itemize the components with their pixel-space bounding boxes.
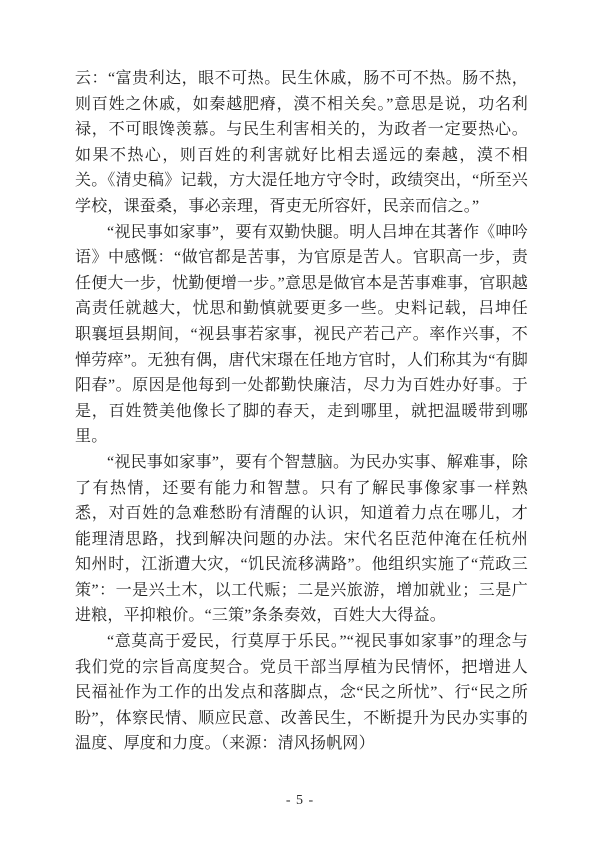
page-number: - 5 -: [285, 793, 315, 808]
paragraph-continuation: 云：“富贵利达，眼不可热。民生休戚，肠不可不热。肠不热，则百姓之休戚，如秦越肥瘠，漠不相关矣。”意思是说，功名利禄，不可眼馋羡慕。与民生利害相关的，为政者一定要热心。如果不热心，则百姓的利害就好比相去遥远的秦越，漠不相关。《清史稿》记载，方大湜任地方守令时，政绩突出，“所至兴学校，课蚕桑，事必亲理，胥吏无所容奸，民亲而信之。”: [75, 70, 528, 215]
paragraph: “意莫高于爱民，行莫厚于乐民。”“视民事如家事”的理念与我们党的宗旨高度契合。党员干部当厚植为民情怀，把增进人民福祉作为工作的出发点和落脚点，念“民之所忧”、行“民之所盼”，体察民情、顺应民意、改善民生，不断提升为民办实事的温度、厚度和力度。（来源：清风扬帆网）: [75, 633, 528, 753]
paragraph: “视民事如家事”，要有个智慧脑。为民办实事、解难事，除了有热情，还要有能力和智慧。只有了解民事像家事一样熟悉，对百姓的急难愁盼有清醒的认识，知道着力点在哪儿，才能理清思路，找到解决问题的办法。宋代名臣范仲淹在任杭州知州时，江浙遭大灾，“饥民流移满路”。他组织实施了“荒政三策”：一是兴土木，以工代赈；二是兴旅游，增加就业；三是广进粮，平抑粮价。“三策”条条奏效，百姓大大得益。: [75, 453, 528, 625]
paragraph: “视民事如家事”，要有双勤快腿。明人吕坤在其著作《呻吟语》中感慨：“做官都是苦事，为官原是苦人。官职高一步，责任便大一步，忧勤便增一步。”意思是做官本是苦事难事，官职越高责任就越大，忧思和勤慎就要更多一些。史料记载，吕坤任职襄垣县期间，“视县事若家事，视民产若己产。率作兴事，不惮劳瘁”。无独有偶，唐代宋璟在任地方官时，人们称其为“有脚阳春”。原因是他每到一处都勤快廉洁，尽力为百姓办好事。于是，百姓赞美他像长了脚的春天，走到哪里，就把温暖带到哪里。: [75, 223, 528, 446]
document-body: [75, 66, 528, 757]
